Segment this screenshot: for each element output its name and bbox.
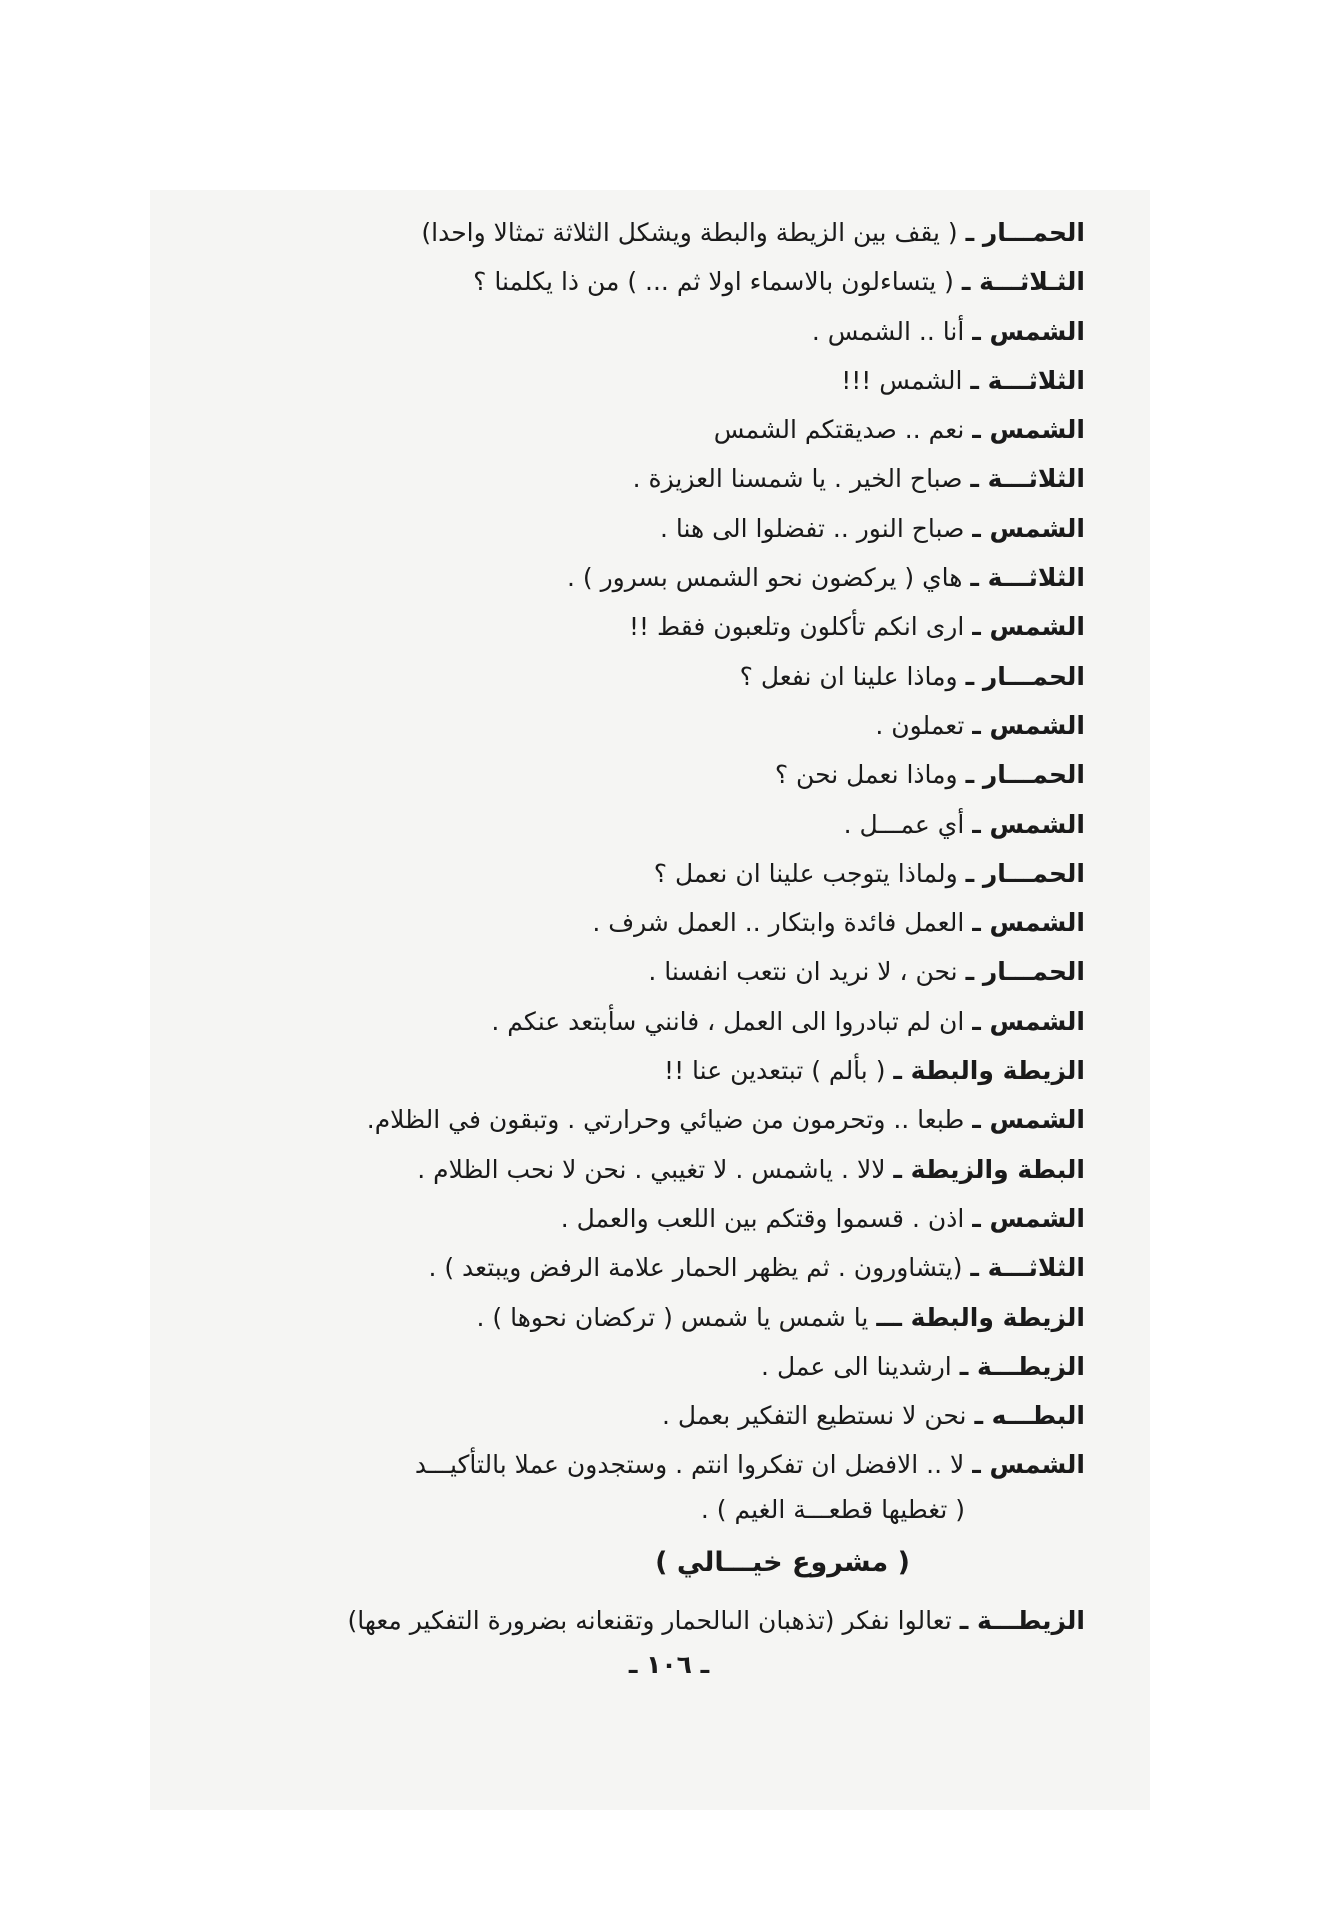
speaker-name: الثـلاثـــة ـ xyxy=(961,267,1085,297)
dialogue-text: ولماذا يتوجب علينا ان نعمل ؟ xyxy=(653,858,958,888)
dialogue-line xyxy=(195,898,1085,947)
section-heading: ( مشروع خيـــالي ) xyxy=(655,1546,910,1578)
dialogue-text: أنا .. الشمس . xyxy=(811,316,965,346)
dialogue-block xyxy=(195,208,1085,1645)
dialogue-text: الشمس !!! xyxy=(841,365,963,395)
dialogue-text: وماذا علينا ان نفعل ؟ xyxy=(739,661,958,691)
dialogue-text: العمل فائدة وابتكار .. العمل شرف . xyxy=(592,908,965,938)
dialogue-line xyxy=(195,208,1085,257)
dialogue-text: ( يتساءلون بالاسماء اولا ثم ... ) من ذا يكلمنا ؟ xyxy=(473,267,954,297)
speaker-name: الشمس ـ xyxy=(972,1006,1085,1036)
speaker-name: الحمـــار ـ xyxy=(965,957,1085,987)
speaker-name: الثلاثـــة ـ xyxy=(970,1253,1085,1283)
dialogue-line xyxy=(195,257,1085,306)
speaker-name: الحمـــار ـ xyxy=(965,218,1085,247)
dialogue-line xyxy=(195,1194,1085,1243)
speaker-name: الحمـــار ـ xyxy=(965,661,1085,691)
dialogue-line xyxy=(195,1145,1085,1194)
speaker-name: الشمس ـ xyxy=(972,316,1085,346)
speaker-name: الزيطـــة ـ xyxy=(959,1605,1085,1635)
speaker-name: الشمس ـ xyxy=(972,1450,1085,1480)
dialogue-line xyxy=(195,454,1085,503)
speaker-name: الثلاثـــة ـ xyxy=(970,365,1085,395)
dialogue-line xyxy=(195,553,1085,602)
speaker-name: الشمس ـ xyxy=(972,908,1085,938)
dialogue-line xyxy=(195,602,1085,651)
dialogue-text: هاي ( يركضون نحو الشمس بسرور ) . xyxy=(567,563,963,593)
dialogue-line xyxy=(195,849,1085,898)
dialogue-text: لالا . ياشمس . لا تغيبي . نحن لا نحب الظلام . xyxy=(417,1154,886,1184)
dialogue-line xyxy=(195,750,1085,799)
speaker-name: البطـــه ـ xyxy=(974,1401,1085,1431)
speaker-name: الثلاثـــة ـ xyxy=(970,464,1085,494)
speaker-name: الشمس ـ xyxy=(972,513,1085,543)
dialogue-line xyxy=(195,800,1085,849)
speaker-name: الزيطة والبطة ـ xyxy=(893,1056,1085,1086)
dialogue-text: وماذا نعمل نحن ؟ xyxy=(774,760,958,790)
dialogue-line xyxy=(195,701,1085,750)
speaker-name: الزيطـــة ـ xyxy=(959,1351,1085,1381)
speaker-name: الزيطة والبطة ـــ xyxy=(876,1302,1085,1332)
dialogue-text: ارشدينا الى عمل . xyxy=(761,1351,952,1381)
dialogue-text: صباح الخير . يا شمسنا العزيزة . xyxy=(632,464,963,494)
speaker-name: الشمس ـ xyxy=(972,612,1085,642)
dialogue-line xyxy=(195,1046,1085,1095)
dialogue-text: نحن لا نستطيع التفكير بعمل . xyxy=(661,1401,967,1431)
dialogue-line xyxy=(195,997,1085,1046)
speaker-name: الشمس ـ xyxy=(972,1105,1085,1135)
speaker-name: الشمس ـ xyxy=(972,415,1085,445)
dialogue-text: لا .. الافضل ان تفكروا انتم . وستجدون عملا بالتأكيـــد xyxy=(414,1450,965,1480)
dialogue-text: تعملون . xyxy=(875,710,965,740)
page-number: ـ ١٠٦ ـ xyxy=(628,1650,710,1679)
dialogue-text: ( بألم ) تبتعدين عنا !! xyxy=(664,1056,886,1086)
speaker-name: الشمس ـ xyxy=(972,710,1085,740)
dialogue-line xyxy=(195,1293,1085,1342)
dialogue-text: (يتشاورون . ثم يظهر الحمار علامة الرفض ويبتعد ) . xyxy=(428,1253,963,1283)
dialogue-text: أي عمـــل . xyxy=(843,809,965,839)
dialogue-line xyxy=(195,1440,1085,1489)
dialogue-text: طبعا .. وتحرمون من ضيائي وحرارتي . وتبقون في الظلام. xyxy=(366,1105,965,1135)
dialogue-line xyxy=(195,1596,1085,1645)
dialogue-text: ( يقف بين الزيطة والبطة ويشكل الثلاثة تمثالا واحدا) xyxy=(421,218,958,247)
speaker-name: البطة والزيطة ـ xyxy=(893,1154,1085,1184)
dialogue-text: نعم .. صديقتكم الشمس xyxy=(713,415,965,445)
dialogue-line xyxy=(195,1342,1085,1391)
dialogue-line xyxy=(195,1243,1085,1292)
dialogue-line xyxy=(195,947,1085,996)
dialogue-line xyxy=(195,1095,1085,1144)
dialogue-continuation: ( تغطيها قطعـــة الغيم ) . xyxy=(700,1494,965,1524)
dialogue-line xyxy=(195,652,1085,701)
dialogue-text: صباح النور .. تفضلوا الى هنا . xyxy=(659,513,965,543)
dialogue-line xyxy=(195,504,1085,553)
dialogue-text: تعالوا نفكر (تذهبان الىالحمار وتقنعانه بضرورة التفكير معها) xyxy=(347,1605,952,1635)
speaker-name: الثلاثـــة ـ xyxy=(970,563,1085,593)
dialogue-text: يا شمس يا شمس ( تركضان نحوها ) . xyxy=(476,1302,869,1332)
dialogue-line xyxy=(195,356,1085,405)
speaker-name: الشمس ـ xyxy=(972,809,1085,839)
dialogue-text: ان لم تبادروا الى العمل ، فانني سأبتعد عنكم . xyxy=(491,1006,965,1036)
dialogue-text: ارى انكم تأكلون وتلعبون فقط !! xyxy=(629,612,965,642)
dialogue-line xyxy=(195,1391,1085,1440)
dialogue-line xyxy=(195,405,1085,454)
speaker-name: الحمـــار ـ xyxy=(965,760,1085,790)
dialogue-text: نحن ، لا نريد ان نتعب انفسنا . xyxy=(648,957,958,987)
dialogue-text: اذن . قسموا وقتكم بين اللعب والعمل . xyxy=(560,1203,965,1233)
speaker-name: الشمس ـ xyxy=(972,1203,1085,1233)
dialogue-line xyxy=(195,307,1085,356)
speaker-name: الحمـــار ـ xyxy=(965,858,1085,888)
